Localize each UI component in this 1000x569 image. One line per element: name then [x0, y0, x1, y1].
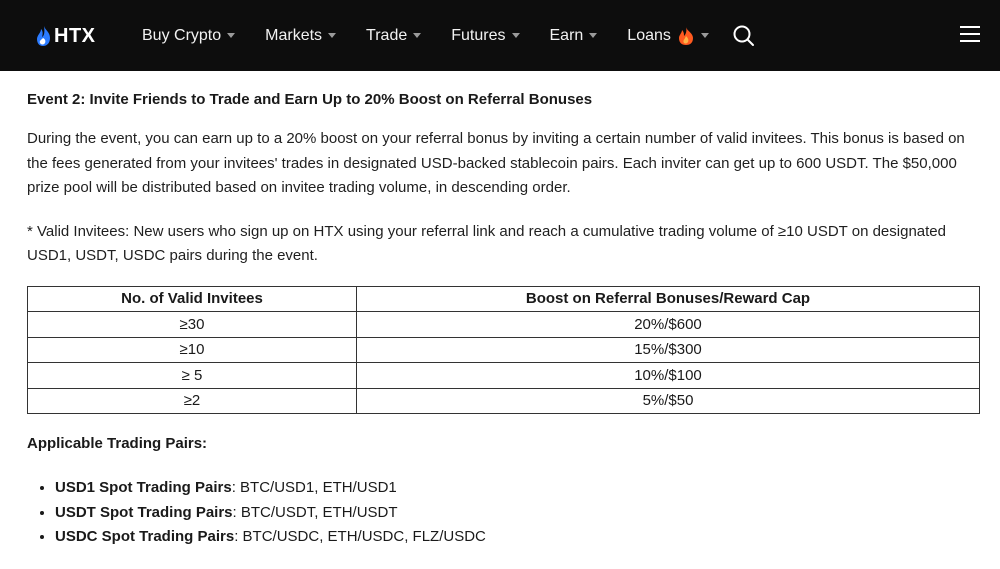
event-heading: Event 2: Invite Friends to Trade and Earn Up to 20% Boost on Referral Bonuses — [27, 91, 593, 108]
pair-group-name: USD1 Spot Trading Pairs — [55, 479, 232, 496]
boost-cell: 5%/$50 — [357, 388, 980, 414]
valid-invitees-note: * Valid Invitees: New users who sign up on HTX using your referral link and reach a cumulative trading volume of ≥10 USDT on designated USD1, USDT, USDC pairs during the event. — [27, 222, 946, 264]
table-row — [28, 388, 980, 414]
chevron-down-icon — [413, 33, 421, 38]
main-nav — [142, 0, 739, 71]
boost-cell: 20%/$600 — [357, 312, 980, 338]
chevron-down-icon — [227, 33, 235, 38]
fire-icon — [677, 26, 695, 46]
nav-buy-crypto[interactable] — [142, 27, 235, 45]
pair-group-name: USDC Spot Trading Pairs — [55, 528, 235, 545]
reward-table — [27, 286, 980, 415]
chevron-down-icon — [701, 33, 709, 38]
list-item — [55, 525, 980, 550]
nav-label: Earn — [549, 26, 584, 44]
boost-cell: 15%/$300 — [357, 337, 980, 363]
invitee-count-cell: ≥10 — [28, 337, 357, 363]
table-row — [28, 363, 980, 389]
table-header-row — [28, 286, 980, 312]
pairs-heading: Applicable Trading Pairs: — [27, 435, 208, 452]
top-navigation-bar — [0, 0, 1000, 71]
search-icon — [732, 24, 756, 48]
column-header: No. of Valid Invitees — [28, 286, 357, 312]
article-content — [27, 71, 980, 550]
nav-label: Markets — [265, 26, 323, 44]
trading-pairs-list — [27, 476, 980, 550]
list-item — [55, 476, 980, 501]
htx-flame-icon — [36, 25, 52, 47]
hamburger-menu-icon[interactable] — [960, 26, 980, 44]
pair-group-value: : BTC/USD1, ETH/USD1 — [231, 479, 397, 496]
invitee-count-cell: ≥ 5 — [28, 363, 357, 389]
list-item — [55, 501, 980, 526]
nav-label: Loans — [627, 26, 671, 44]
event-description: During the event, you can earn up to a 20% boost on your referral bonus by inviting a certain number of valid invitees. This bonus is based on the fees generated from your invitees' trades in designated USD-backed stablecoin pairs. Each inviter can get up to 600 USDT. The $50,000 prize pool will be distributed based on invitee trading volume, in descending order. — [27, 130, 965, 196]
table-row — [28, 337, 980, 363]
nav-label: Trade — [366, 26, 408, 44]
htx-logo[interactable] — [36, 24, 96, 48]
chevron-down-icon — [512, 33, 520, 38]
logo-text: HTX — [54, 24, 96, 47]
column-header: Boost on Referral Bonuses/Reward Cap — [357, 286, 980, 312]
invitee-count-cell: ≥30 — [28, 312, 357, 338]
table-row — [28, 312, 980, 338]
chevron-down-icon — [328, 33, 336, 38]
nav-futures[interactable] — [451, 27, 519, 45]
search-button[interactable] — [732, 24, 756, 48]
nav-label: Futures — [451, 26, 506, 44]
pair-group-name: USDT Spot Trading Pairs — [55, 503, 233, 521]
boost-cell: 10%/$100 — [357, 363, 980, 389]
pair-group-value: : BTC/USDT, ETH/USDT — [232, 503, 398, 521]
pair-group-value: : BTC/USDC, ETH/USDC, FLZ/USDC — [234, 528, 486, 545]
nav-trade[interactable] — [366, 27, 421, 45]
invitee-count-cell: ≥2 — [28, 388, 357, 414]
nav-earn[interactable] — [550, 27, 598, 45]
chevron-down-icon — [589, 33, 597, 38]
nav-label: Buy Crypto — [142, 26, 222, 44]
nav-loans[interactable] — [627, 26, 709, 46]
nav-markets[interactable] — [265, 27, 336, 45]
